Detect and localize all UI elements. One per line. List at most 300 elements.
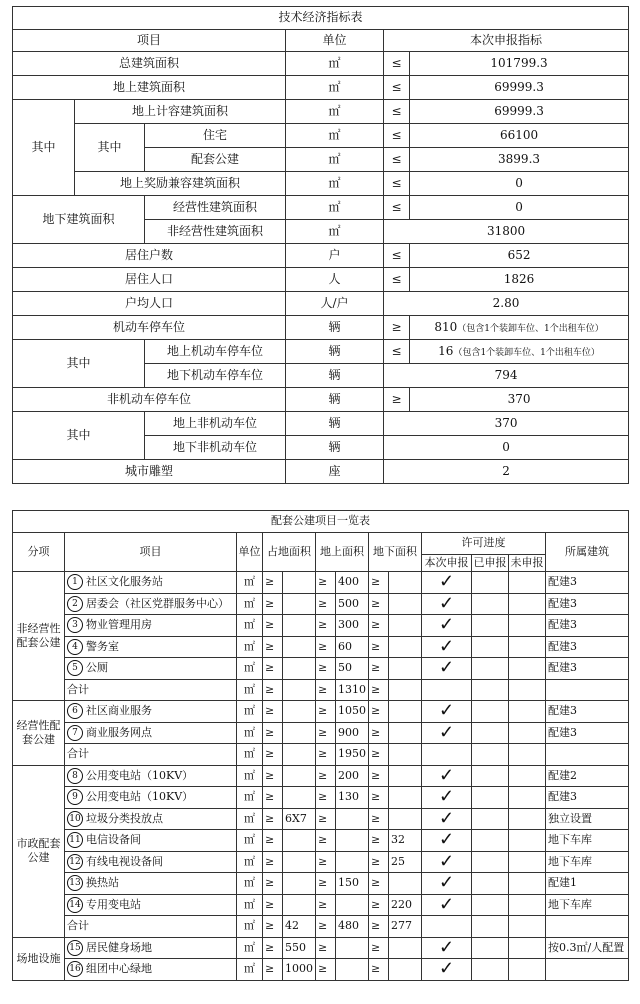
permit-applied: [472, 959, 509, 981]
land-area-value: [283, 765, 316, 787]
permit-current: [422, 830, 472, 852]
unit-cell: ㎡: [237, 679, 263, 701]
below-area-symbol: ≥: [369, 808, 389, 830]
above-area-symbol: ≥: [316, 765, 336, 787]
above-area-value: [336, 830, 369, 852]
unit-cell: ㎡: [237, 959, 263, 981]
below-area-symbol: ≥: [369, 615, 389, 637]
below-area-symbol: ≥: [369, 894, 389, 916]
item-name: [65, 615, 237, 637]
permit-applied: [472, 937, 509, 959]
below-area-value: [389, 873, 422, 895]
header-not-applied: 未申报: [509, 555, 546, 572]
permit-not-applied: [509, 787, 546, 809]
unit-cell: ㎡: [237, 830, 263, 852]
item-name: [65, 701, 237, 723]
permit-current: [422, 873, 472, 895]
check-icon: ✓: [438, 894, 455, 915]
item-number: 14: [67, 897, 83, 913]
land-area-symbol: ≥: [263, 808, 283, 830]
below-area-value: [389, 937, 422, 959]
permit-not-applied: [509, 615, 546, 637]
table-row: 配套公建 ㎡ ≤ 3899.3: [13, 148, 629, 172]
table-row: [13, 916, 629, 938]
permit-applied: [472, 722, 509, 744]
permit-current: [422, 679, 472, 701]
below-area-symbol: ≥: [369, 830, 389, 852]
permit-current: [422, 916, 472, 938]
header-current: 本次申报: [422, 555, 472, 572]
land-area-symbol: ≥: [263, 679, 283, 701]
below-area-value: [389, 787, 422, 809]
land-area-symbol: ≥: [263, 615, 283, 637]
item-number: 9: [67, 789, 83, 805]
above-area-value: [336, 894, 369, 916]
above-area-value: [336, 851, 369, 873]
permit-not-applied: [509, 701, 546, 723]
below-area-value: 277: [389, 916, 422, 938]
above-area-value: [336, 937, 369, 959]
unit-cell: ㎡: [237, 765, 263, 787]
below-area-value: [389, 572, 422, 594]
permit-not-applied: [509, 937, 546, 959]
land-area-symbol: ≥: [263, 916, 283, 938]
table-row: 地下非机动车位 辆 0: [13, 436, 629, 460]
below-area-symbol: ≥: [369, 851, 389, 873]
table-row: 户均人口 人/户 2.80: [13, 292, 629, 316]
building-cell: 配建3: [546, 722, 629, 744]
land-area-value: [283, 873, 316, 895]
table-row: 其中 住宅 ㎡ ≤ 66100: [13, 124, 629, 148]
table-row: [13, 615, 629, 637]
building-cell: 配建3: [546, 787, 629, 809]
table-row: 地下建筑面积 经营性建筑面积 ㎡ ≤ 0: [13, 196, 629, 220]
above-area-symbol: ≥: [316, 787, 336, 809]
item-label: 公用变电站（10KV）: [86, 790, 194, 804]
below-area-symbol: ≥: [369, 722, 389, 744]
check-icon: ✓: [438, 958, 455, 980]
land-area-value: [283, 787, 316, 809]
land-area-symbol: ≥: [263, 572, 283, 594]
category-label: 经营性配套公建: [13, 701, 65, 766]
table-row: 地上建筑面积 ㎡ ≤ 69999.3: [13, 76, 629, 100]
above-area-symbol: ≥: [316, 636, 336, 658]
permit-applied: [472, 851, 509, 873]
land-area-value: [283, 894, 316, 916]
category-label: 非经营性配套公建: [13, 572, 65, 701]
permit-current: [422, 959, 472, 981]
unit-cell: ㎡: [237, 937, 263, 959]
land-area-value: [283, 572, 316, 594]
header-applied: 已申报: [472, 555, 509, 572]
item-name: [65, 830, 237, 852]
item-label: 商业服务网点: [86, 725, 152, 739]
header-permit: 许可进度: [422, 533, 546, 555]
above-area-symbol: ≥: [316, 937, 336, 959]
group-label: 其中: [13, 340, 145, 388]
land-area-symbol: ≥: [263, 658, 283, 680]
unit-cell: ㎡: [237, 658, 263, 680]
item-number: 5: [67, 660, 83, 676]
land-area-symbol: ≥: [263, 636, 283, 658]
below-area-symbol: ≥: [369, 658, 389, 680]
permit-not-applied: [509, 765, 546, 787]
permit-not-applied: [509, 830, 546, 852]
above-area-symbol: ≥: [316, 808, 336, 830]
group-label: 地下建筑面积: [13, 196, 145, 244]
table-row: 总建筑面积 ㎡ ≤ 101799.3: [13, 52, 629, 76]
building-cell: [546, 959, 629, 981]
subtotal-label: 合计: [65, 679, 237, 701]
item-label: 公用变电站（10KV）: [86, 768, 194, 782]
item-number: 15: [67, 940, 83, 956]
permit-not-applied: [509, 572, 546, 594]
below-area-value: [389, 722, 422, 744]
below-area-value: 220: [389, 894, 422, 916]
unit-cell: ㎡: [237, 744, 263, 766]
unit-cell: ㎡: [237, 787, 263, 809]
land-area-symbol: ≥: [263, 851, 283, 873]
table-row: 非机动车停车位 辆 ≥ 370: [13, 388, 629, 412]
building-cell: 地下车库: [546, 830, 629, 852]
check-icon: ✓: [438, 571, 455, 593]
header-unit: 单位: [237, 533, 263, 572]
item-name: [65, 658, 237, 680]
below-area-symbol: ≥: [369, 787, 389, 809]
permit-current: [422, 636, 472, 658]
check-icon: ✓: [438, 808, 455, 829]
permit-applied: [472, 744, 509, 766]
item-number: 8: [67, 768, 83, 784]
building-cell: 配建3: [546, 572, 629, 594]
table-row: 非经营性建筑面积 ㎡ 31800: [13, 220, 629, 244]
item-label: 物业管理用房: [86, 618, 152, 632]
permit-current: [422, 615, 472, 637]
above-area-symbol: ≥: [316, 894, 336, 916]
above-area-symbol: ≥: [316, 615, 336, 637]
table-row: [13, 701, 629, 723]
above-area-value: 1950: [336, 744, 369, 766]
below-area-symbol: ≥: [369, 765, 389, 787]
above-area-value: 50: [336, 658, 369, 680]
land-area-symbol: ≥: [263, 894, 283, 916]
permit-applied: [472, 572, 509, 594]
below-area-symbol: ≥: [369, 679, 389, 701]
above-area-symbol: ≥: [316, 701, 336, 723]
land-area-value: [283, 830, 316, 852]
permit-not-applied: [509, 658, 546, 680]
item-label: 社区商业服务: [86, 704, 152, 718]
permit-not-applied: [509, 916, 546, 938]
building-cell: [546, 679, 629, 701]
above-area-value: 400: [336, 572, 369, 594]
permit-current: [422, 658, 472, 680]
permit-not-applied: [509, 744, 546, 766]
land-area-value: [283, 679, 316, 701]
permit-applied: [472, 658, 509, 680]
table-row: [13, 830, 629, 852]
land-area-symbol: ≥: [263, 959, 283, 981]
permit-current: [422, 593, 472, 615]
above-area-symbol: ≥: [316, 959, 336, 981]
permit-current: [422, 787, 472, 809]
table-row: [13, 873, 629, 895]
land-area-value: 550: [283, 937, 316, 959]
land-area-value: [283, 701, 316, 723]
header-building: 所属建筑: [546, 533, 629, 572]
item-label: 垃圾分类投放点: [86, 811, 163, 825]
group-label: 其中: [13, 100, 75, 196]
table-row: [13, 636, 629, 658]
item-number: 11: [67, 832, 83, 848]
item-number: 4: [67, 639, 83, 655]
item-name: [65, 851, 237, 873]
item-name: [65, 787, 237, 809]
header-unit: 单位: [286, 30, 384, 52]
above-area-symbol: ≥: [316, 572, 336, 594]
table-row: 地下机动车停车位 辆 794: [13, 364, 629, 388]
item-label: 公厕: [86, 661, 108, 675]
above-area-value: 150: [336, 873, 369, 895]
table-row: [13, 593, 629, 615]
item-label: 组团中心绿地: [86, 962, 152, 976]
permit-applied: [472, 916, 509, 938]
item-name: [65, 722, 237, 744]
table-row: [13, 894, 629, 916]
land-area-symbol: ≥: [263, 722, 283, 744]
check-icon: ✓: [438, 636, 455, 657]
permit-not-applied: [509, 722, 546, 744]
below-area-value: [389, 808, 422, 830]
above-area-value: 480: [336, 916, 369, 938]
permit-current: [422, 744, 472, 766]
above-area-value: 200: [336, 765, 369, 787]
permit-not-applied: [509, 851, 546, 873]
building-cell: [546, 744, 629, 766]
subtotal-label: 合计: [65, 744, 237, 766]
permit-applied: [472, 636, 509, 658]
item-name: [65, 765, 237, 787]
permit-applied: [472, 830, 509, 852]
permit-not-applied: [509, 873, 546, 895]
category-label: 市政配套公建: [13, 765, 65, 937]
building-cell: 配建1: [546, 873, 629, 895]
unit-cell: ㎡: [237, 722, 263, 744]
land-area-symbol: ≥: [263, 701, 283, 723]
item-name: [65, 959, 237, 981]
above-area-symbol: ≥: [316, 916, 336, 938]
item-number: 10: [67, 811, 83, 827]
below-area-value: [389, 701, 422, 723]
check-icon: ✓: [438, 593, 455, 614]
building-cell: 配建3: [546, 636, 629, 658]
above-area-value: 1050: [336, 701, 369, 723]
above-area-value: [336, 808, 369, 830]
permit-applied: [472, 787, 509, 809]
item-number: 6: [67, 703, 83, 719]
facility-table: [12, 510, 629, 981]
permit-current: [422, 937, 472, 959]
table-row: [13, 572, 629, 594]
unit-cell: ㎡: [237, 615, 263, 637]
permit-current: [422, 894, 472, 916]
building-cell: 配建2: [546, 765, 629, 787]
land-area-symbol: ≥: [263, 787, 283, 809]
below-area-symbol: ≥: [369, 959, 389, 981]
table-row: [13, 937, 629, 959]
table-row: 其中 地上非机动车位 辆 370: [13, 412, 629, 436]
table-row: [13, 722, 629, 744]
land-area-value: 6X7: [283, 808, 316, 830]
permit-applied: [472, 701, 509, 723]
table-row: 其中 地上机动车停车位 辆 ≤ 16（包含1个装卸车位、1个出租车位）: [13, 340, 629, 364]
item-label: 有线电视设备间: [86, 854, 163, 868]
permit-not-applied: [509, 593, 546, 615]
below-area-value: [389, 636, 422, 658]
item-number: 16: [67, 961, 83, 977]
land-area-symbol: ≥: [263, 765, 283, 787]
group-label: 其中: [13, 412, 145, 460]
check-icon: ✓: [438, 657, 455, 679]
item-label: 居民健身场地: [86, 940, 152, 954]
land-area-value: 1000: [283, 959, 316, 981]
item-name: [65, 894, 237, 916]
permit-current: [422, 808, 472, 830]
table-title: 技术经济指标表: [13, 7, 629, 30]
permit-applied: [472, 808, 509, 830]
land-area-symbol: ≥: [263, 873, 283, 895]
unit-cell: ㎡: [237, 572, 263, 594]
land-area-symbol: ≥: [263, 744, 283, 766]
item-name: [65, 593, 237, 615]
permit-current: [422, 572, 472, 594]
building-cell: 按0.3㎡/人配置: [546, 937, 629, 959]
permit-applied: [472, 679, 509, 701]
below-area-value: [389, 615, 422, 637]
check-icon: ✓: [438, 851, 455, 872]
above-area-symbol: ≥: [316, 658, 336, 680]
table-row: 地上奖励兼容建筑面积 ㎡ ≤ 0: [13, 172, 629, 196]
permit-not-applied: [509, 894, 546, 916]
below-area-symbol: ≥: [369, 636, 389, 658]
building-cell: 地下车库: [546, 851, 629, 873]
table-row: [13, 744, 629, 766]
land-area-value: [283, 744, 316, 766]
group-label: 其中: [75, 124, 145, 172]
below-area-value: 25: [389, 851, 422, 873]
header-item: 项目: [13, 30, 286, 52]
building-cell: 配建3: [546, 658, 629, 680]
above-area-symbol: ≥: [316, 873, 336, 895]
below-area-symbol: ≥: [369, 744, 389, 766]
above-area-value: 130: [336, 787, 369, 809]
below-area-symbol: ≥: [369, 593, 389, 615]
below-area-symbol: ≥: [369, 701, 389, 723]
permit-not-applied: [509, 959, 546, 981]
item-name: [65, 636, 237, 658]
table-row: [13, 787, 629, 809]
above-area-symbol: ≥: [316, 830, 336, 852]
permit-applied: [472, 615, 509, 637]
table-row: 居住户数 户 ≤ 652: [13, 244, 629, 268]
below-area-symbol: ≥: [369, 916, 389, 938]
above-area-value: 1310: [336, 679, 369, 701]
check-icon: ✓: [438, 614, 455, 636]
below-area-value: [389, 593, 422, 615]
land-area-value: [283, 615, 316, 637]
table-row: [13, 959, 629, 981]
item-label: 专用变电站: [86, 897, 141, 911]
check-icon: ✓: [438, 700, 455, 722]
below-area-value: [389, 679, 422, 701]
check-icon: ✓: [438, 937, 455, 958]
item-name: [65, 873, 237, 895]
above-area-symbol: ≥: [316, 722, 336, 744]
item-number: 2: [67, 596, 83, 612]
permit-current: [422, 701, 472, 723]
land-area-value: [283, 658, 316, 680]
item-number: 13: [67, 875, 83, 891]
check-icon: ✓: [438, 765, 455, 786]
table-row: 城市雕塑 座 2: [13, 460, 629, 484]
check-icon: ✓: [438, 786, 455, 808]
permit-applied: [472, 894, 509, 916]
land-area-value: [283, 851, 316, 873]
unit-cell: ㎡: [237, 808, 263, 830]
table-row: 机动车停车位 辆 ≥ 810（包含1个装卸车位、1个出租车位）: [13, 316, 629, 340]
land-area-value: [283, 593, 316, 615]
table-row: 居住人口 人 ≤ 1826: [13, 268, 629, 292]
land-area-symbol: ≥: [263, 937, 283, 959]
item-label: 社区文化服务站: [86, 575, 163, 589]
table-row: 其中 地上计容建筑面积 ㎡ ≤ 69999.3: [13, 100, 629, 124]
building-cell: [546, 916, 629, 938]
permit-applied: [472, 873, 509, 895]
land-area-value: [283, 722, 316, 744]
table-row: [13, 851, 629, 873]
unit-cell: ㎡: [237, 636, 263, 658]
below-area-symbol: ≥: [369, 937, 389, 959]
building-cell: 独立设置: [546, 808, 629, 830]
table-title: 配套公建项目一览表: [13, 511, 629, 533]
above-area-symbol: ≥: [316, 851, 336, 873]
item-label: 居委会（社区党群服务中心）: [86, 596, 229, 610]
table-row: [13, 808, 629, 830]
category-label: 场地设施: [13, 937, 65, 980]
item-label: 警务室: [86, 639, 119, 653]
permit-current: [422, 722, 472, 744]
header-above-area: 地上面积: [316, 533, 369, 572]
permit-applied: [472, 765, 509, 787]
subtotal-label: 合计: [65, 916, 237, 938]
permit-not-applied: [509, 679, 546, 701]
land-area-symbol: ≥: [263, 830, 283, 852]
below-area-value: [389, 744, 422, 766]
item-number: 1: [67, 574, 83, 590]
table-row: [13, 658, 629, 680]
header-value: 本次申报指标: [384, 30, 629, 52]
below-area-symbol: ≥: [369, 873, 389, 895]
item-number: 12: [67, 854, 83, 870]
permit-not-applied: [509, 808, 546, 830]
header-below-area: 地下面积: [369, 533, 422, 572]
unit-cell: ㎡: [237, 916, 263, 938]
item-name: [65, 937, 237, 959]
item-name: [65, 572, 237, 594]
above-area-value: 300: [336, 615, 369, 637]
below-area-value: [389, 658, 422, 680]
check-icon: ✓: [438, 829, 455, 851]
